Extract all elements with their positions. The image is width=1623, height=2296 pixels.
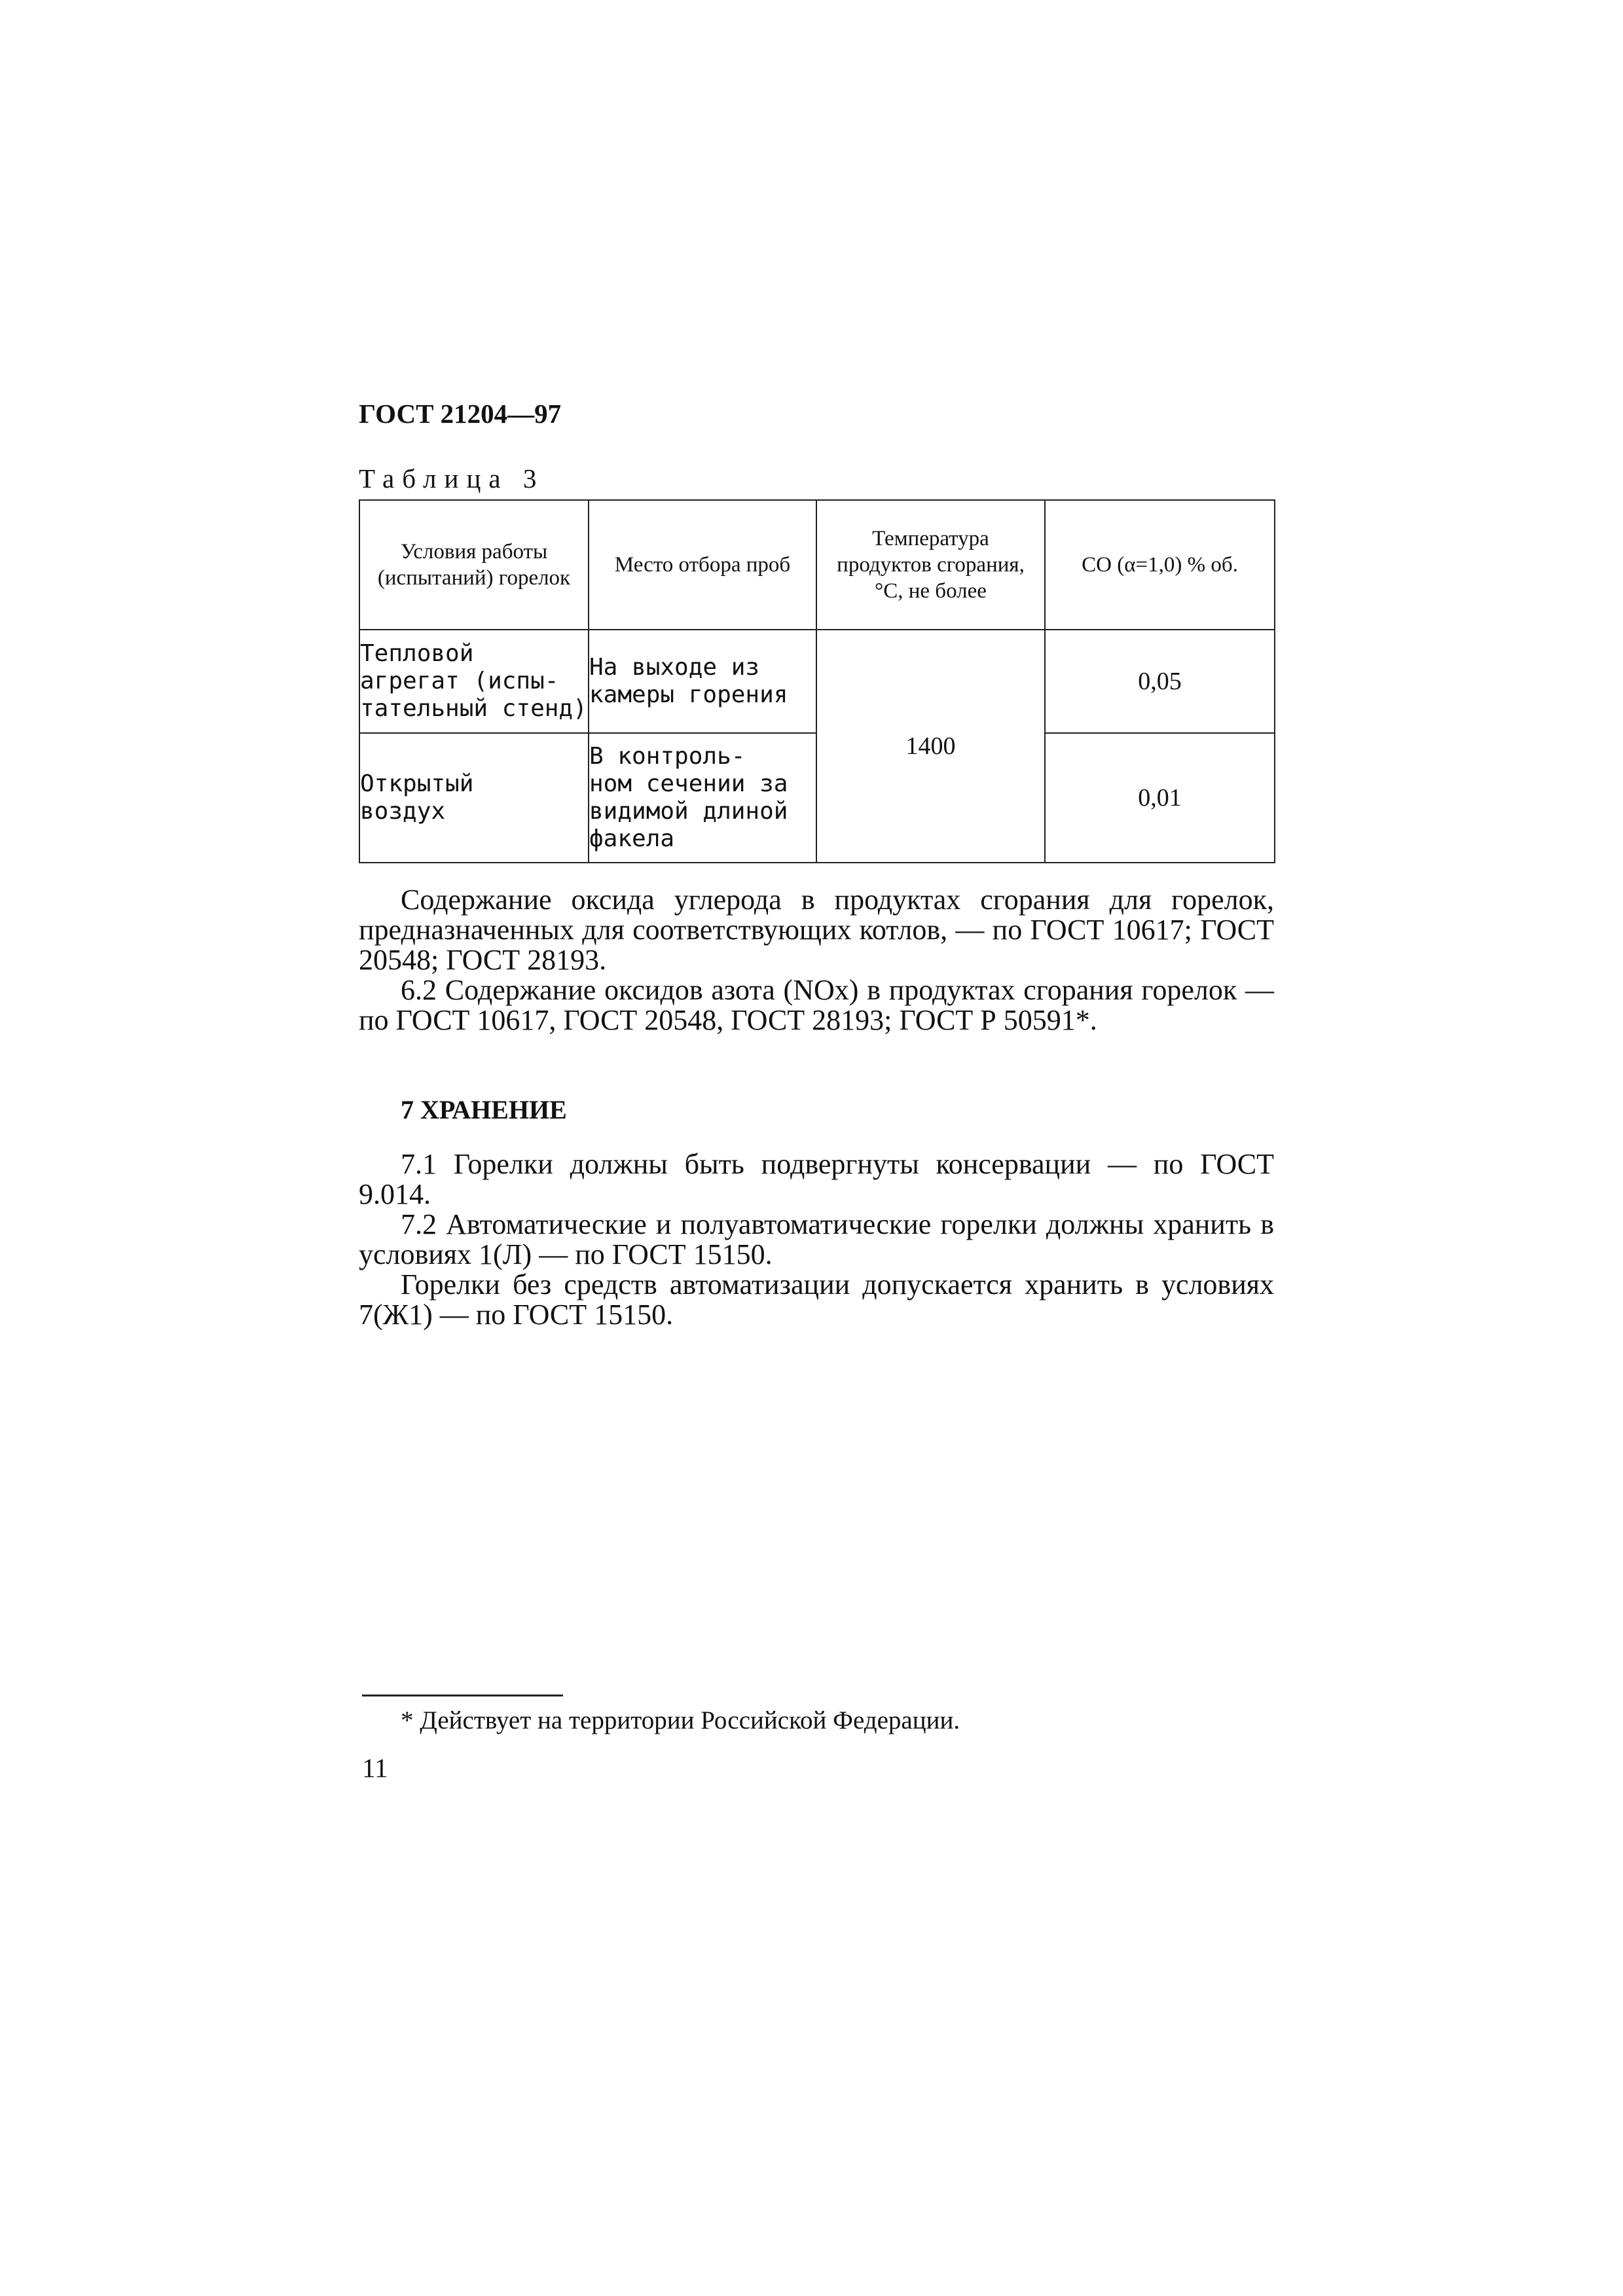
cell-condition — [359, 733, 589, 863]
table-caption: Таблица 3 — [359, 463, 545, 493]
cell-place-text: На выходе из камеры горения — [589, 654, 788, 708]
section-7-text — [359, 1149, 1274, 1330]
table-header-row — [359, 500, 1275, 630]
footnote: * Действует на территории Российской Федерации. — [401, 1706, 960, 1734]
document-header: ГОСТ 21204—97 — [359, 399, 562, 429]
cell-place — [589, 733, 816, 863]
cell-co: 0,01 — [1045, 733, 1275, 863]
cell-co: 0,05 — [1045, 630, 1275, 733]
cell-condition — [359, 630, 589, 733]
header-sampling-place: Место отбора проб — [589, 500, 816, 630]
cell-place — [589, 630, 816, 733]
cell-condition-text: Тепловой агрегат (испы- тательный стенд) — [360, 640, 587, 722]
paragraph-6-2: 6.2 Содержание оксидов азота (NOx) в продуктах сгорания горелок — по ГОСТ 10617, ГОСТ 20548, ГОСТ 28193; ГОСТ Р 50591*. — [359, 974, 1274, 1036]
page-number: 11 — [362, 1753, 388, 1783]
body-text-block — [359, 885, 1274, 1035]
cell-temperature: 1400 — [816, 630, 1045, 863]
header-temperature: Температура продуктов сгорания, °С, не более — [816, 500, 1045, 630]
footnote-divider — [362, 1695, 563, 1696]
paragraph-7-1: 7.1 Горелки должны быть подвергнуты консервации — по ГОСТ 9.014. — [359, 1148, 1274, 1210]
header-conditions: Условия работы (испытаний) горелок — [359, 500, 589, 630]
table-3 — [359, 499, 1275, 863]
section-title: 7 ХРАНЕНИЕ — [401, 1095, 567, 1124]
cell-condition-text: Открытый воздух — [360, 770, 474, 825]
paragraph-co-content: Содержание оксида углерода в продуктах сгорания для горелок, предназначенных для соответствующих котлов, — по ГОСТ 10617; ГОСТ 20548; ГОСТ 28193. — [359, 884, 1274, 976]
paragraph-7-2: 7.2 Автоматические и полуавтоматические горелки должны хранить в условиях 1(Л) — по ГОСТ 15150. — [359, 1208, 1274, 1270]
table-row — [359, 630, 1275, 733]
cell-place-text: В контроль- ном сечении за видимой длиной факела — [589, 743, 788, 852]
paragraph-7-2-cont: Горелки без средств автоматизации допускается хранить в условиях 7(Ж1) — по ГОСТ 15150. — [359, 1268, 1274, 1331]
header-co: СО (α=1,0) % об. — [1045, 500, 1275, 630]
